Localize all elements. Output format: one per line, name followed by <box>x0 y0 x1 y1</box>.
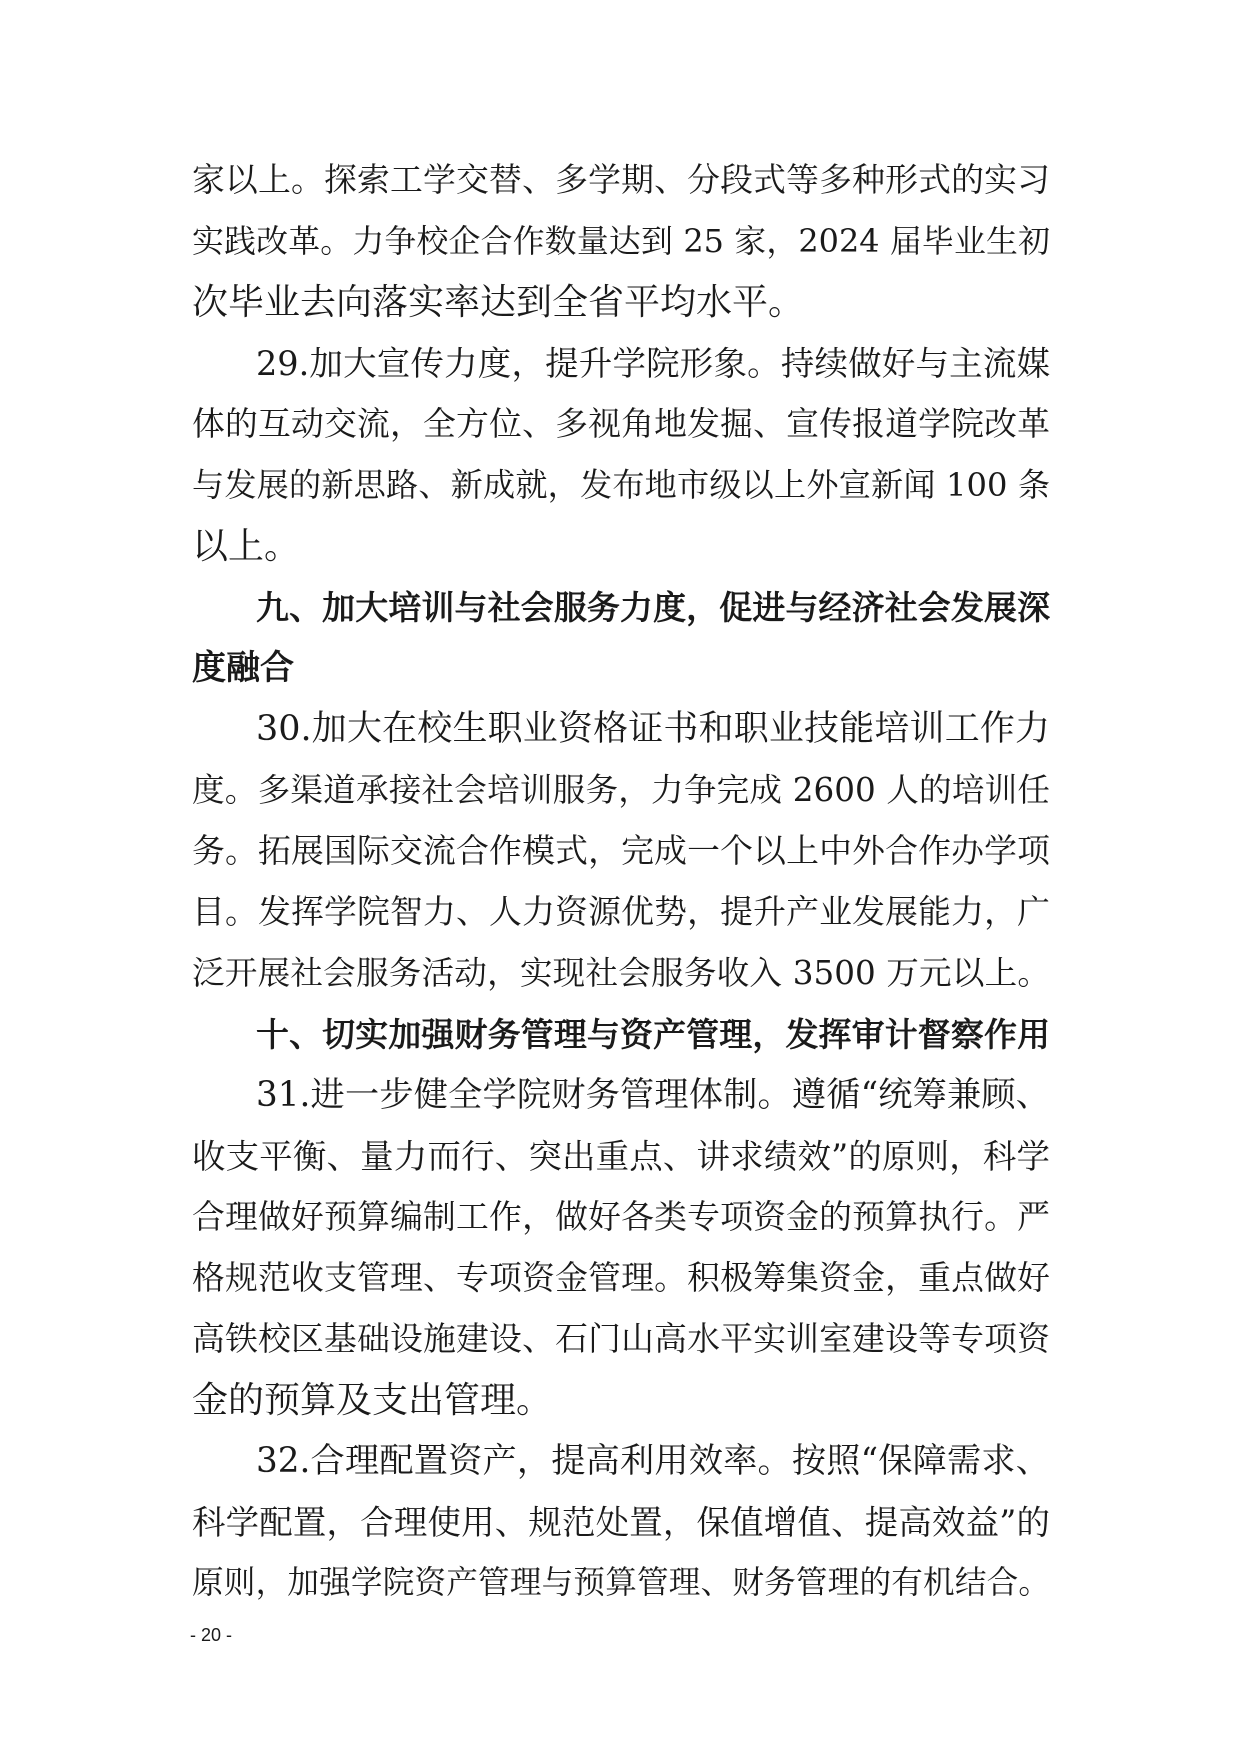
body-text-line: 目。发挥学院智力、人力资源优势，提升产业发展能力，广 <box>192 893 1050 931</box>
section-heading-line: 九、加大培训与社会服务力度，促进与经济社会发展深 <box>256 588 1050 627</box>
body-text-line: 收支平衡、量力而行、突出重点、讲求绩效”的原则，科学 <box>192 1137 1050 1176</box>
body-text-line: 30.加大在校生职业资格证书和职业技能培训工作力 <box>256 709 1050 749</box>
body-text-line: 合理做好预算编制工作，做好各类专项资金的预算执行。严 <box>192 1198 1050 1236</box>
body-text-line: 科学配置，合理使用、规范处置，保值增值、提高效益”的 <box>192 1503 1050 1542</box>
section-heading-line: 度融合 <box>192 648 294 688</box>
body-text-line: 金的预算及支出管理。 <box>192 1380 553 1421</box>
body-text-line: 次毕业去向落实率达到全省平均水平。 <box>192 282 805 323</box>
body-text-line: 29.加大宣传力度，提升学院形象。持续做好与主流媒 <box>256 344 1050 383</box>
body-text-line: 度。多渠道承接社会培训服务，力争完成 2600 人的培训任 <box>192 771 1050 809</box>
section-heading-line: 十、切实加强财务管理与资产管理，发挥审计督察作用 <box>256 1015 1050 1054</box>
body-text-line: 以上。 <box>192 526 301 567</box>
body-text-line: 泛开展社会服务活动，实现社会服务收入 3500 万元以上。 <box>192 954 1050 992</box>
body-text-line: 与发展的新思路、新成就，发布地市级以上外宣新闻 100 条 <box>192 466 1050 504</box>
body-text-line: 务。拓展国际交流合作模式，完成一个以上中外合作办学项 <box>192 832 1050 870</box>
body-text-line: 32.合理配置资产，提高利用效率。按照“保障需求、 <box>256 1441 1050 1481</box>
page-number: - 20 - <box>190 1625 233 1645</box>
document-body <box>192 150 1050 1614</box>
body-text-line: 高铁校区基础设施建设、石门山高水平实训室建设等专项资 <box>192 1320 1050 1358</box>
body-text-line: 格规范收支管理、专项资金管理。积极筹集资金，重点做好 <box>192 1259 1050 1297</box>
body-text-line: 体的互动交流，全方位、多视角地发掘、宣传报道学院改革 <box>192 405 1050 443</box>
body-text-line: 实践改革。力争校企合作数量达到 25 家，2024 届毕业生初 <box>192 222 1050 260</box>
body-text-line: 原则，加强学院资产管理与预算管理、财务管理的有机结合。 <box>192 1565 1050 1601</box>
body-text-line: 家以上。探索工学交替、多学期、分段式等多种形式的实习 <box>192 161 1050 199</box>
body-text-line: 31.进一步健全学院财务管理体制。遵循“统筹兼顾、 <box>256 1075 1050 1115</box>
